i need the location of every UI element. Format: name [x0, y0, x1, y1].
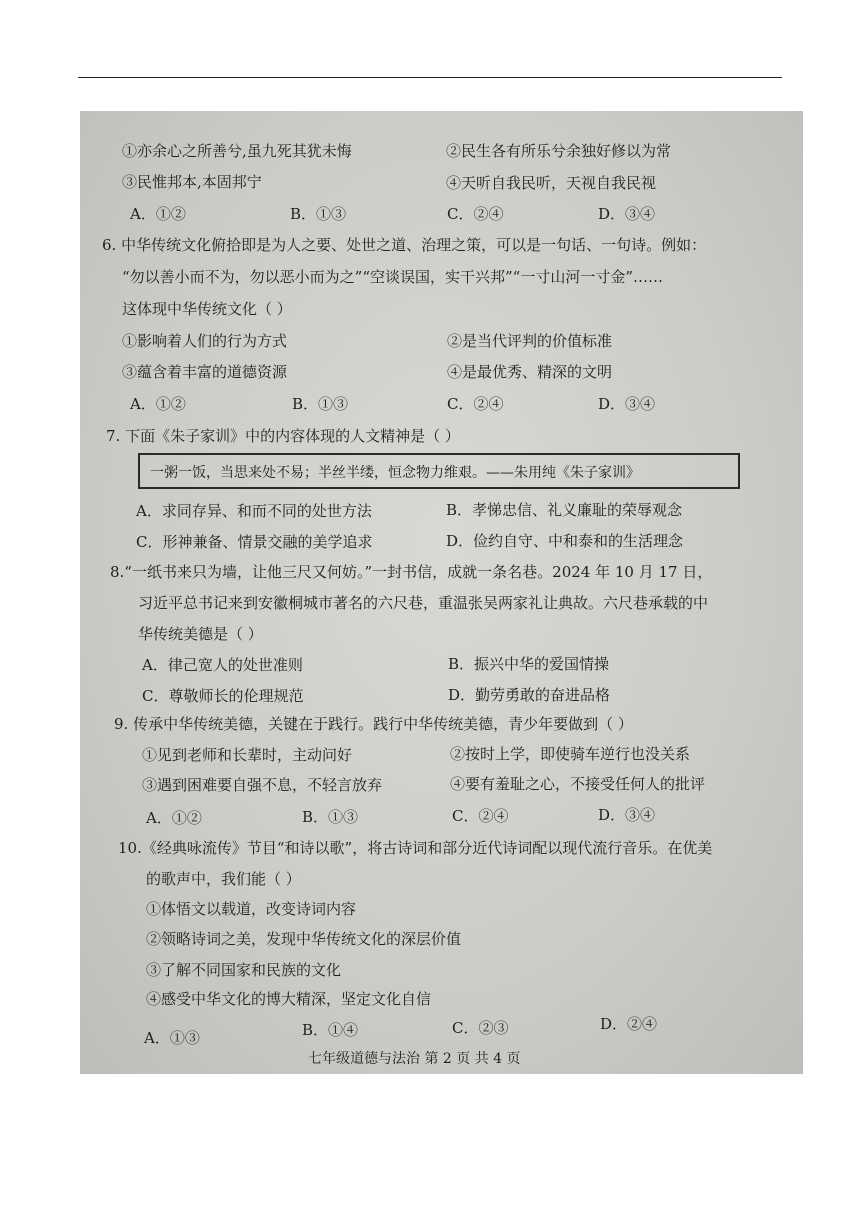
q8-choice-a: A．律己宽人的处世准则	[142, 656, 303, 674]
q7-choice-c: C．形神兼备、情景交融的美学追求	[136, 533, 373, 551]
q7-choice-d: D．俭约自守、中和泰和的生活理念	[446, 532, 684, 550]
q5-choice-d: D．③④	[598, 205, 656, 223]
q9-stem: 9. 传承中华传统美德，关键在于践行。践行中华传统美德，青少年要做到（ ）	[114, 715, 633, 733]
header-rule	[78, 77, 782, 78]
q6-option-3: ③蕴含着丰富的道德资源	[122, 363, 288, 381]
q6-stem-line1: 6. 中华传统文化俯拾即是为人之要、处世之道、治理之策，可以是一句话、一句诗。例如：	[102, 236, 707, 254]
q6-choice-d: D．③④	[598, 395, 656, 413]
q6-option-2: ②是当代评判的价值标准	[447, 332, 613, 350]
q10-choice-c: C．②③	[452, 1019, 509, 1037]
q5-option-3: ③民惟邦本,本固邦宁	[122, 173, 262, 191]
q6-stem-line3: 这体现中华传统文化（ ）	[122, 300, 292, 318]
q7-choice-b: B．孝悌忠信、礼义廉耻的荣辱观念	[446, 501, 683, 519]
q9-option-1: ①见到老师和长辈时，主动问好	[142, 746, 353, 764]
page-footer: 七年级道德与法治 第 2 页 共 4 页	[308, 1051, 521, 1067]
q5-option-2: ②民生各有所乐兮余独好修以为常	[446, 142, 672, 160]
q7-quote-box	[138, 453, 740, 489]
q9-option-3: ③遇到困难要自强不息，不轻言放弃	[142, 776, 383, 794]
q8-stem-line1: 8.“一纸书来只为墙，让他三尺又何妨。”一封书信，成就一条名巷。2024 年 10 月 17 日，	[110, 563, 713, 581]
q10-option-4: ④感受中华文化的博大精深，坚定文化自信	[146, 990, 432, 1008]
q8-stem-line2: 习近平总书记来到安徽桐城市著名的六尺巷，重温张吴两家礼让典故。六尺巷承载的中	[138, 594, 709, 612]
q8-choice-c: C．尊敬师长的伦理规范	[142, 687, 304, 705]
q9-choice-c: C．②④	[452, 807, 509, 825]
exam-page-photo	[80, 111, 803, 1074]
q6-stem-line2: “勿以善小而不为，勿以恶小而为之”“空谈误国，实干兴邦”“一寸山河一寸金”……	[122, 268, 664, 286]
q5-option-1: ①亦余心之所善兮,虽九死其犹未悔	[122, 142, 352, 160]
q9-choice-d: D．③④	[598, 806, 656, 824]
q5-option-4: ④天听自我民听，天视自我民视	[446, 174, 657, 192]
q8-stem-line3: 华传统美德是（ ）	[138, 625, 263, 643]
q6-choice-c: C．②④	[447, 395, 504, 413]
q8-choice-b: B．振兴中华的爱国情操	[448, 655, 610, 673]
q6-option-1: ①影响着人们的行为方式	[122, 332, 288, 350]
q10-stem-line2: 的歌声中，我们能（ ）	[146, 870, 301, 888]
q7-stem: 7. 下面《朱子家训》中的内容体现的人文精神是（ ）	[106, 427, 460, 445]
q10-choice-b: B．①④	[302, 1021, 359, 1039]
q5-choice-c: C．②④	[447, 205, 504, 223]
q10-stem-line1: 10.《经典咏流传》节目“和诗以歌”，将古诗词和部分近代诗词配以现代流行音乐。在优美	[118, 839, 713, 857]
q10-choice-a: A．①③	[144, 1029, 200, 1047]
q6-option-4: ④是最优秀、精深的文明	[447, 363, 613, 381]
q9-option-2: ②按时上学，即使骑车逆行也没关系	[450, 745, 691, 763]
q6-choice-b: B．①③	[292, 395, 349, 413]
q5-choice-b: B．①③	[290, 205, 347, 223]
q10-option-3: ③了解不同国家和民族的文化	[146, 961, 342, 979]
q10-option-1: ①体悟文以载道，改变诗词内容	[146, 900, 357, 918]
q9-choice-a: A．①②	[146, 809, 202, 827]
q5-choice-a: A．①②	[130, 205, 186, 223]
q9-choice-b: B．①③	[302, 808, 359, 826]
q6-choice-a: A．①②	[130, 395, 186, 413]
q7-choice-a: A．求同存异、和而不同的处世方法	[136, 502, 372, 520]
q10-option-2: ②领略诗词之美，发现中华传统文化的深层价值	[146, 930, 462, 948]
q7-quote-text: 一粥一饭，当思来处不易；半丝半缕，恒念物力维艰。——朱用纯《朱子家训》	[150, 465, 640, 481]
q8-choice-d: D．勤劳勇敢的奋进品格	[448, 686, 611, 704]
q9-option-4: ④要有羞耻之心，不接受任何人的批评	[450, 775, 706, 793]
q10-choice-d: D．②④	[600, 1015, 658, 1033]
